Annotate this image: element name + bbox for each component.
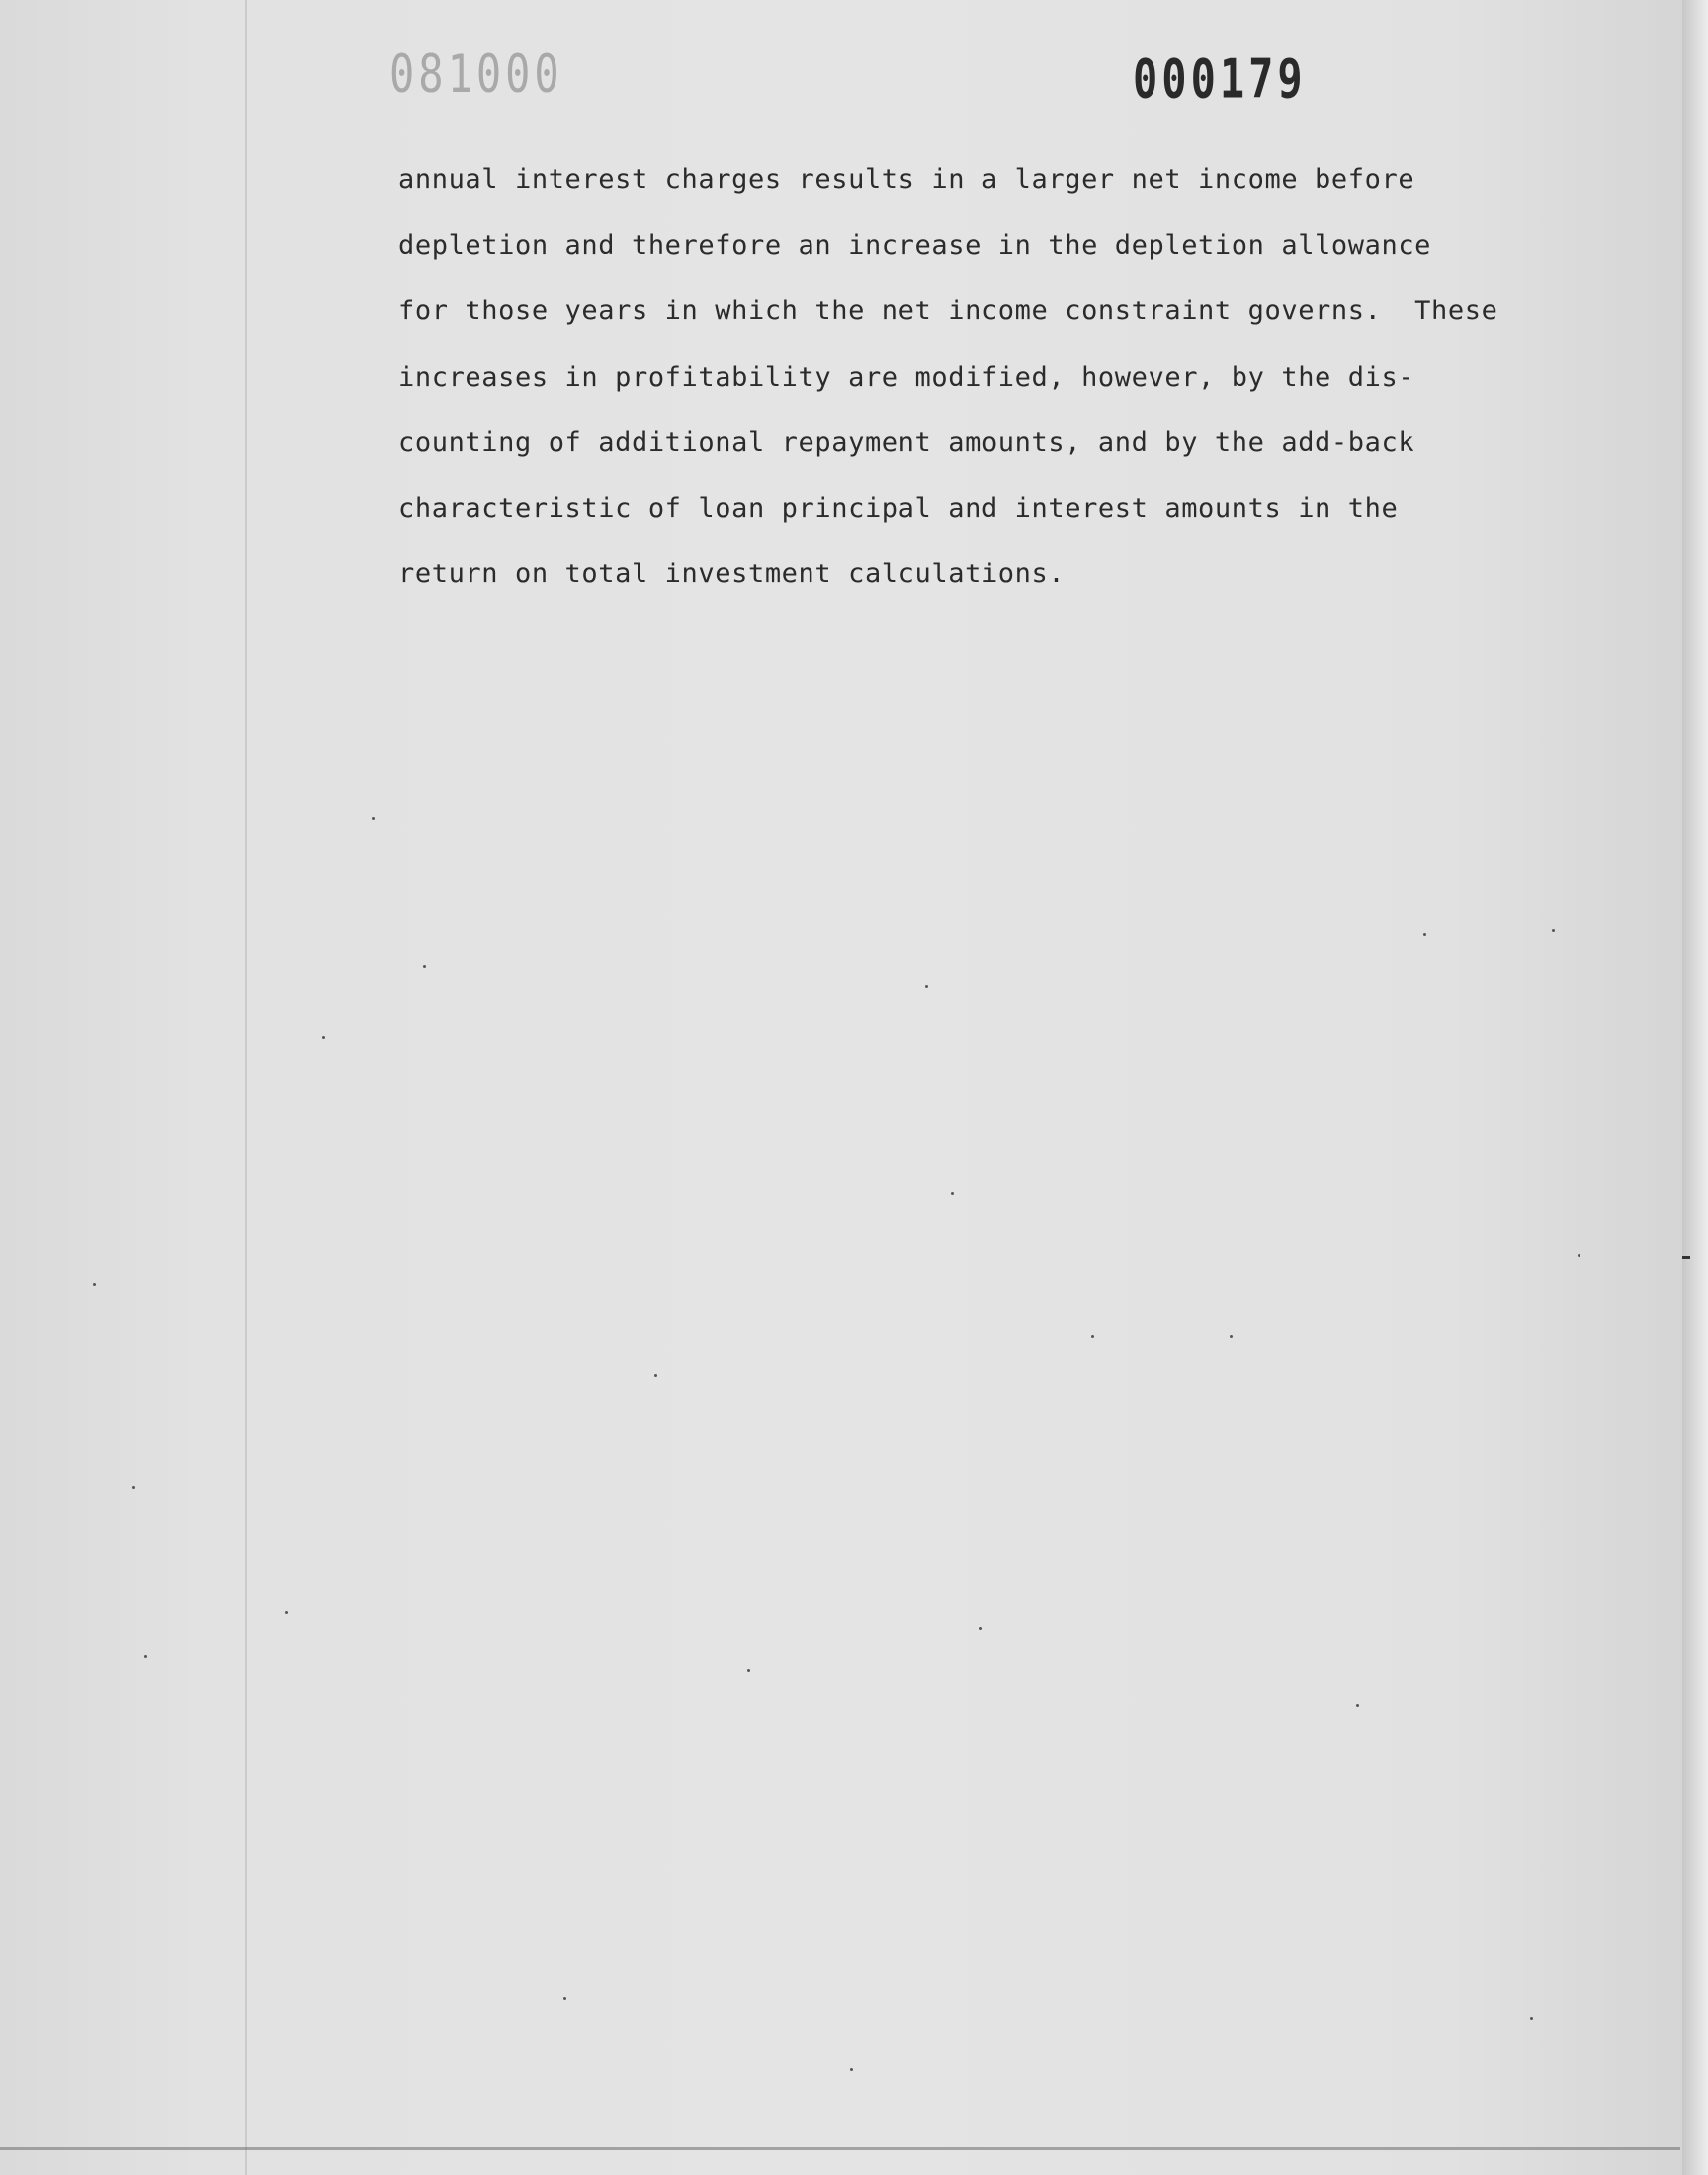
scan-speck (1423, 933, 1426, 936)
scan-speck (979, 1627, 982, 1630)
scan-speck (1552, 929, 1555, 932)
page-fold-line (245, 0, 247, 2175)
text-line: counting of additional repayment amounts, and by the add-back (398, 427, 1415, 458)
scan-speck (850, 2068, 853, 2071)
scan-speck (654, 1374, 657, 1377)
text-line: annual interest charges results in a larger net income before (398, 164, 1415, 195)
scan-speck (1578, 1254, 1580, 1257)
body-paragraph (398, 158, 1545, 619)
faded-document-number: 081000 (389, 44, 563, 105)
scan-speck (747, 1669, 750, 1672)
scan-speck (93, 1283, 96, 1286)
scan-speck (1682, 1256, 1690, 1259)
scan-speck (372, 817, 375, 820)
scan-speck (563, 1997, 566, 2000)
text-line: depletion and therefore an increase in the depletion allowance (398, 229, 1432, 261)
scan-speck (1230, 1335, 1233, 1338)
scan-speck (1356, 1704, 1359, 1707)
text-line: for those years in which the net income constraint governs. These (398, 296, 1498, 326)
page-number-stamp: 000179 (1133, 47, 1307, 111)
scan-speck (1530, 2017, 1533, 2020)
text-line: return on total investment calculations. (398, 559, 1066, 589)
scan-speck (1091, 1335, 1094, 1338)
scan-speck (951, 1192, 954, 1195)
text-line: characteristic of loan principal and interest amounts in the (398, 492, 1399, 524)
scan-speck (132, 1486, 135, 1489)
page-right-edge (1682, 0, 1708, 2175)
page-bottom-edge (0, 2147, 1680, 2150)
scan-speck (144, 1655, 147, 1658)
scan-speck (423, 965, 426, 968)
scan-speck (285, 1611, 288, 1614)
scan-speck (322, 1036, 325, 1039)
scan-speck (925, 985, 928, 988)
text-line: increases in profitability are modified, however, by the dis- (398, 361, 1415, 392)
